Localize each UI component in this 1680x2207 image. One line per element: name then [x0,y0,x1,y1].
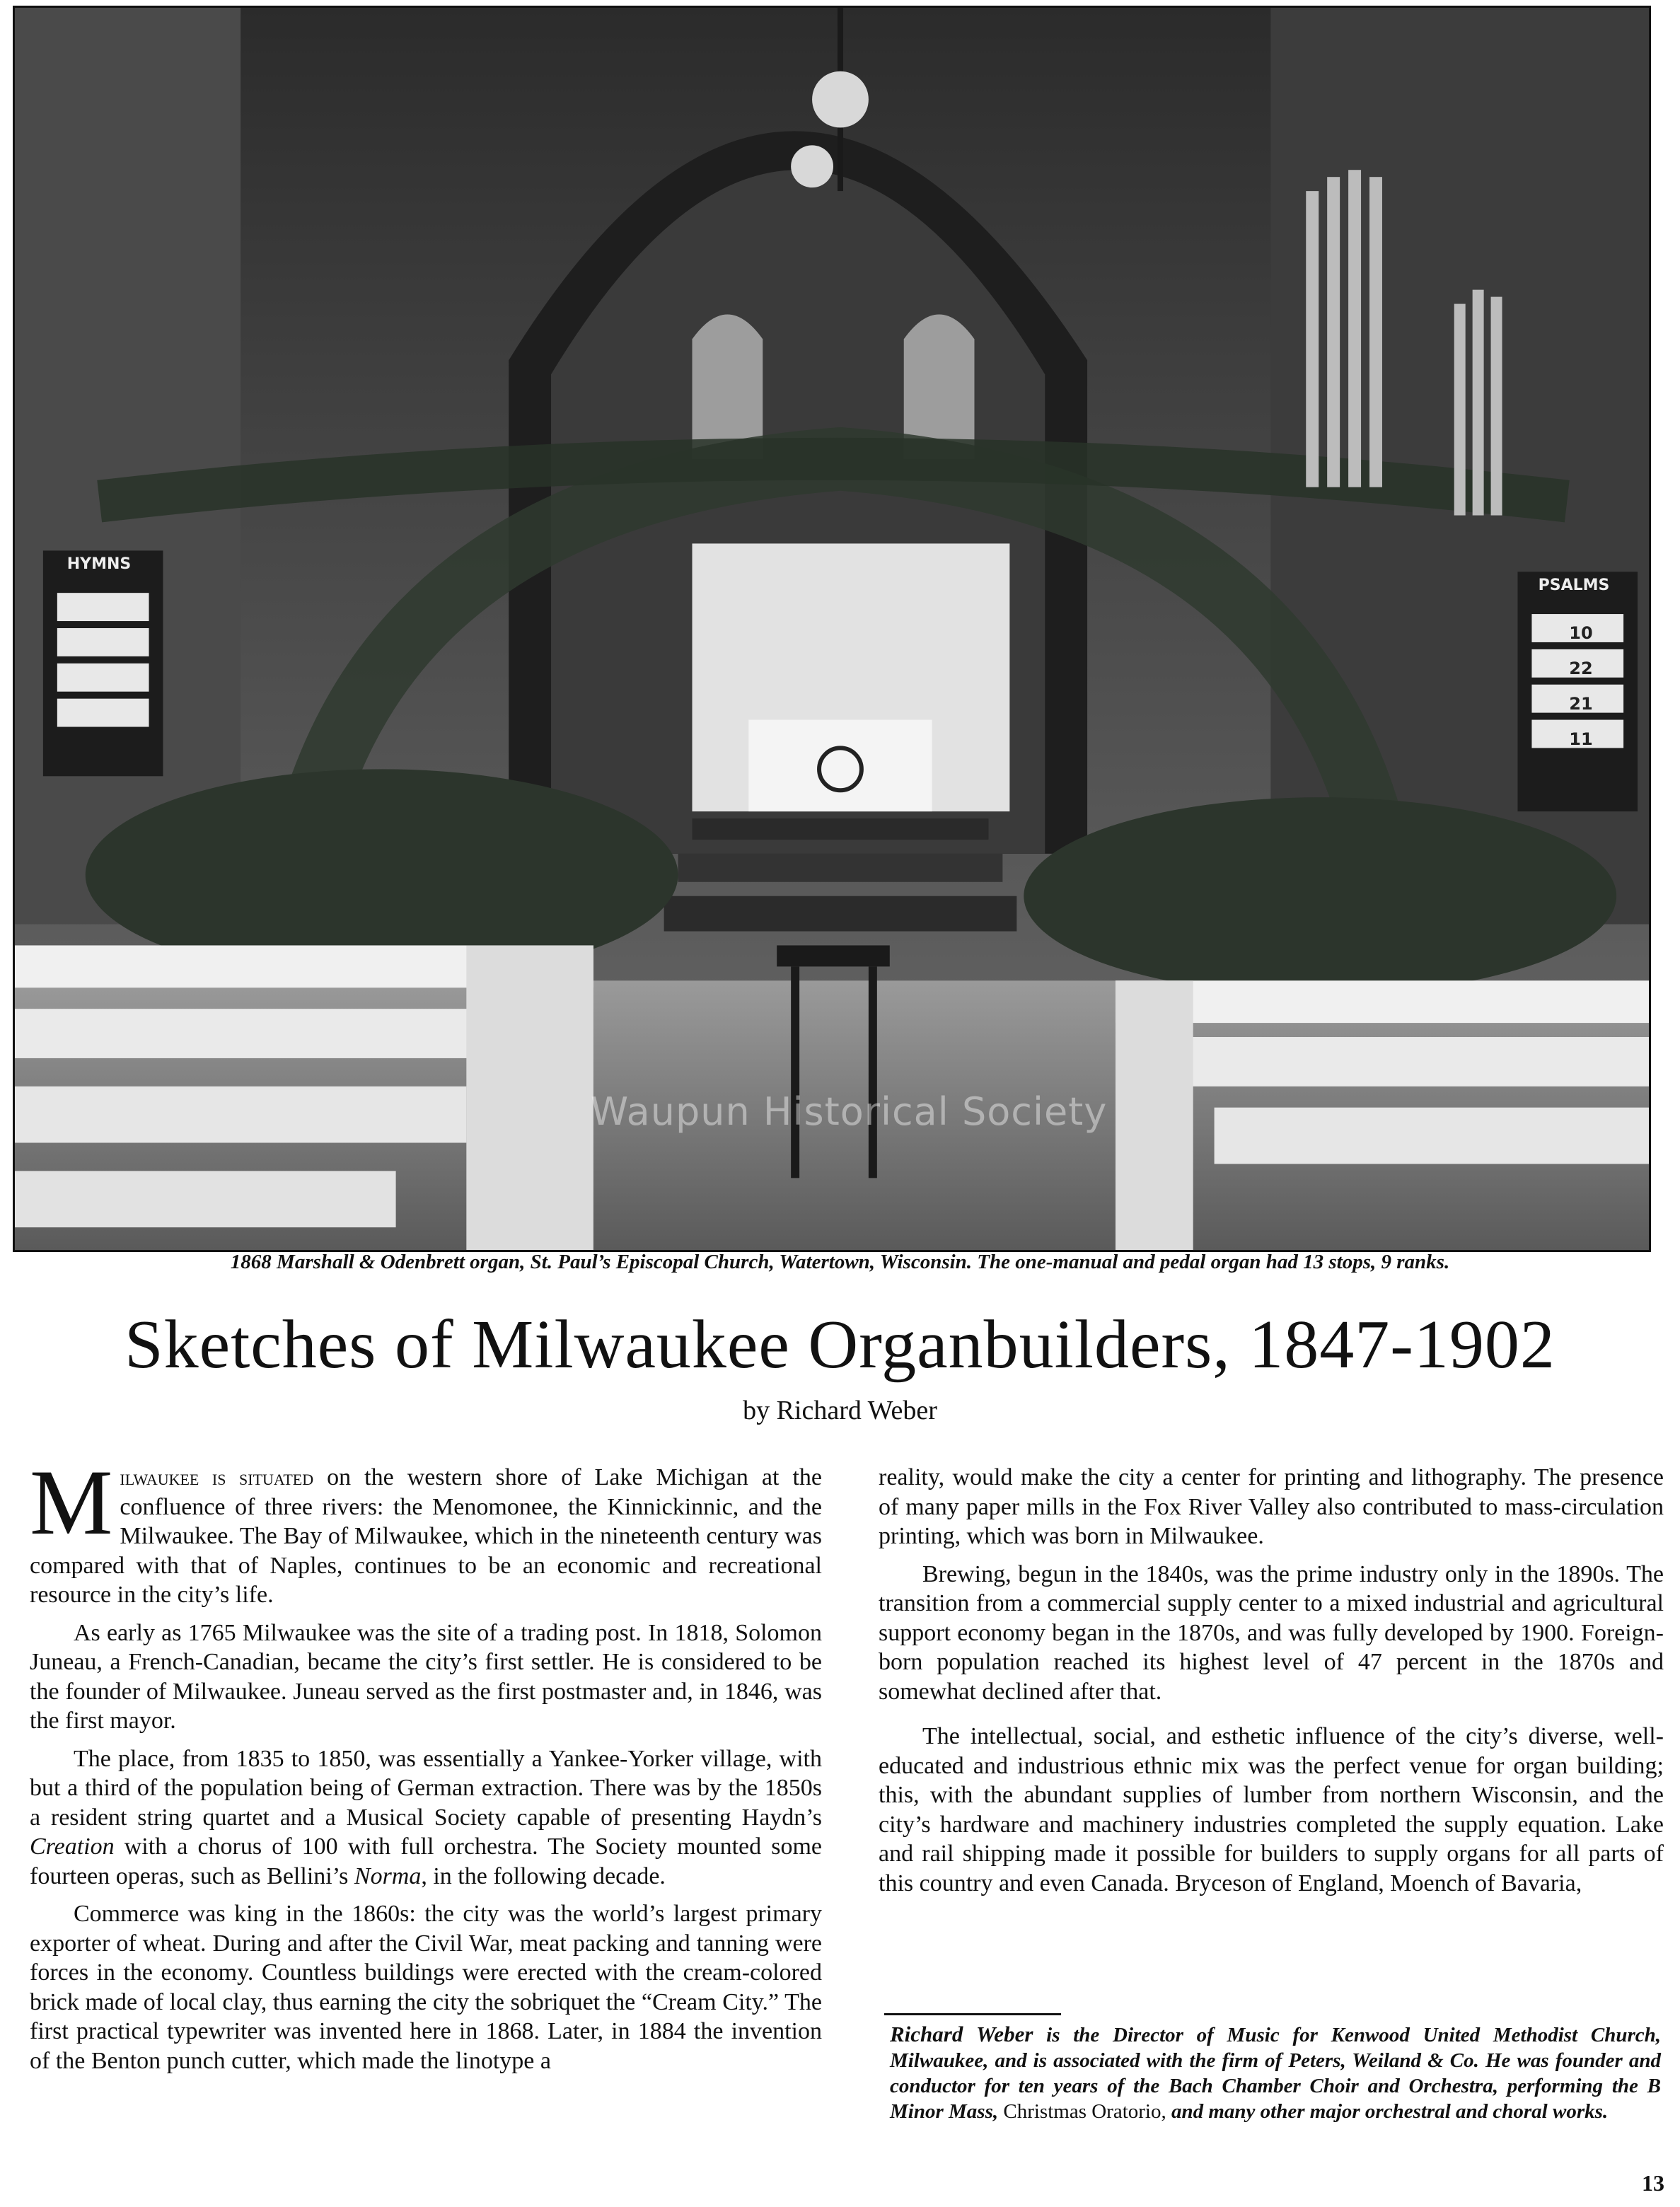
article-title: Sketches of Milwaukee Organbuilders, 1847-1902 [124,1307,1556,1383]
bio-divider [884,2013,1061,2015]
creation-title: Creation [30,1834,115,1860]
psalm-number: 21 [1569,694,1593,714]
paragraph-4: Commerce was king in the 1860s: the city was the world’s largest primary exporter of wheat. During and after the Civil War, meat packing and tanning were forces in the economy. Countless buildings were erected with the cream-colored brick made of local clay, thus earning the city the sobriquet the “Cream City.” The first practical typewriter was invented here in 1868. Later, in 1884 the invention of the Benton punch cutter, which made the linotype a [30,1901,822,2074]
paragraph-6: Brewing, begun in the 1840s, was the prime industry only in the 1890s. The transition from a commercial supply center to a mixed industrial and agricultural support economy began in the 1870s, and was fully developed by 1900. Foreign-born population reached its highest level of 47 percent in the 1870s and somewhat declined after that. [879,1560,1664,1705]
page-number: 13 [1642,2170,1664,2196]
article-column-right [879,1463,1664,1906]
paragraph-1 [30,1450,822,1610]
paragraph-2: As early as 1765 Milwaukee was the site of a trading post. In 1818, Solomon Juneau, a French-Canadian, became the city’s first settler. He is considered to be the founder of Milwaukee. Juneau served as the first postmaster and, in 1846, was the first mayor. [30,1619,822,1734]
psalm-number: 11 [1569,729,1593,749]
psalm-board-label: PSALMS [1538,577,1610,594]
norma-title: Norma [354,1863,422,1889]
article-column-left [30,1450,822,2084]
article-byline: by Richard Weber [743,1396,937,1425]
church-interior-photo [13,6,1651,1252]
psalm-number: 10 [1569,623,1593,643]
photo-caption: 1868 Marshall & Odenbrett organ, St. Paul’s Episcopal Church, Watertown, Wisconsin. The one-manual and pedal organ had 13 stops, 9 ranks. [230,1251,1450,1273]
author-bio [890,2022,1661,2124]
psalm-numbers [1535,615,1627,757]
lead-smallcaps: ilwaukee is situated [120,1464,314,1490]
paragraph-7: The intellectual, social, and esthetic influence of the city’s diverse, well-educated and industrious ethnic mix was the perfect venue for organ building; this, with the abundant supplies of lumber from northern Wisconsin, and the city’s hardware and machinery industries completed the supply equation. Lake and rail shipping made it possible for builders to supply organs for all parts of this country and even Canada. Bryceson of England, Moench of Bavaria, [879,1723,1664,1896]
paragraph-5: reality, would make the city a center for printing and lithography. The presence of many paper mills in the Fox River Valley also contributed to mass-circulation printing, which was born in Milwaukee. [879,1464,1664,1549]
paragraph-3-text-c: , in the following decade. [421,1863,666,1889]
paragraph-3-text-a: The place, from 1835 to 1850, was essentially a Yankee-Yorker village, with but a third of the population being of German extraction. There was by the 1850s a resident string quartet and a Musical Society capable of presenting Haydn’s [30,1745,822,1831]
hymn-board-label: HYMNS [66,555,132,573]
watermark: Waupun Historical Society [590,1089,1108,1134]
psalm-number: 22 [1569,659,1593,678]
paragraph-1-text: on the western shore of Lake Michigan at the confluence of three rivers: the Menomonee, the Kinnickinnic, and the Milwaukee. The Bay of Milwaukee, which in the nineteenth century was compared with that of Naples, continues to be an economic and recreational resource in the city’s life. [30,1464,822,1608]
christmas-oratorio-title: Christmas Oratorio, [1003,2100,1166,2123]
paragraph-3-text-b: with a chorus of 100 with full orchestra. The Society mounted some fourteen operas, such as Bellini’s [30,1834,822,1889]
church-interior-photo-icon [15,8,1649,1250]
paragraph-3 [30,1744,822,1892]
bio-text-b: and many other major orchestral and choral works. [1166,2100,1609,2123]
drop-cap: M [30,1450,113,1554]
bio-text-a: is the Director of Music for Kenwood United Methodist Church, Milwaukee, and is associated with the firm of Peters, Weiland & Co. He was founder and conductor for ten years of the Bach Chamber Choir and Orchestra, performing the B Minor Mass, [890,2024,1661,2123]
bio-name: Richard Weber [890,2022,1033,2046]
